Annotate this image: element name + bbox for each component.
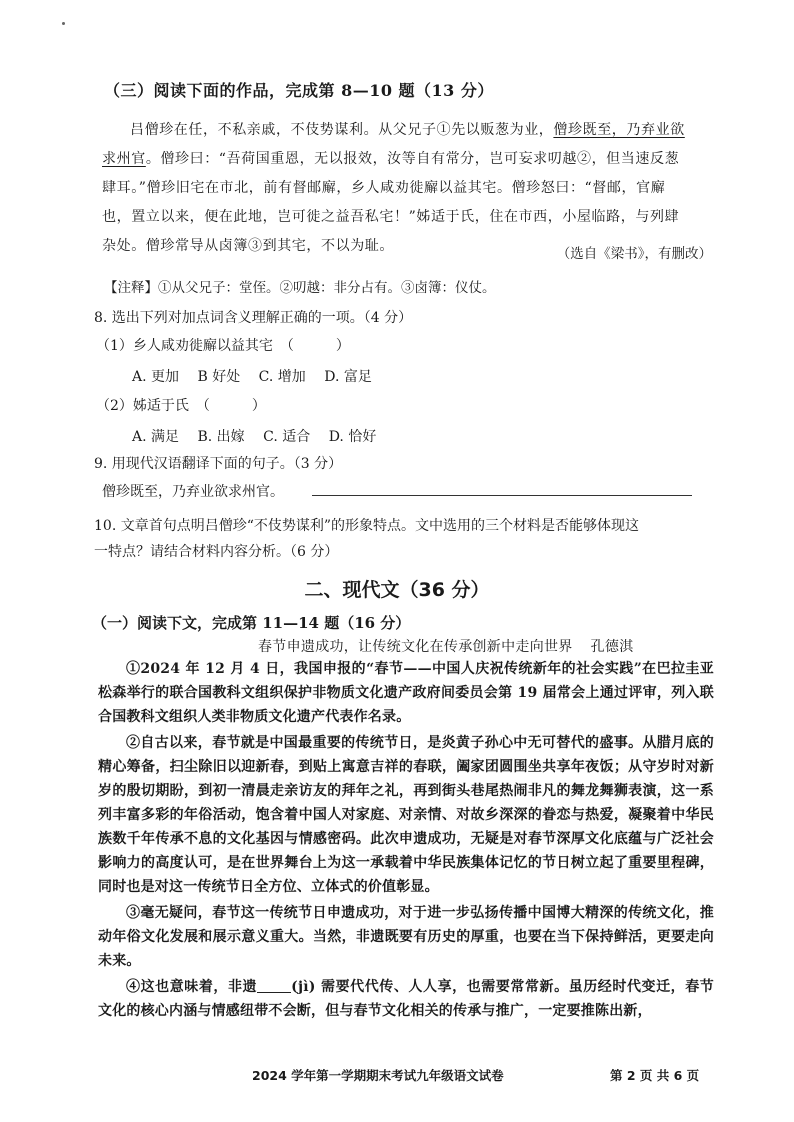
classical-line-2: 求州官。僧珍曰：“吾荷国重恩，无以报效，汝等自有常分，岂可妄求叨越②，但当速反葱 xyxy=(102,151,680,167)
sub-heading: （一）阅读下文，完成第 11—14 题（16 分） xyxy=(92,614,411,632)
option-a: A. 满足 xyxy=(132,429,180,445)
option-d: D. 恰好 xyxy=(328,429,377,445)
article-body xyxy=(98,657,714,1025)
classical-passage xyxy=(102,116,720,145)
option-d: D. 富足 xyxy=(324,369,372,385)
option-b: B. 出嫁 xyxy=(197,429,245,445)
article-author: 孔德淇 xyxy=(590,639,634,655)
classical-line-1: 吕僧珍在任，不私亲戚，不伎势谋利。从父兄子①先以贩葱为业，僧珍既至，乃弃业欲 xyxy=(130,122,685,138)
question-8-sub-1-options xyxy=(132,366,386,386)
source-citation: （选自《梁书》，有删改） xyxy=(556,246,712,262)
fill-in-blank[interactable] xyxy=(257,978,291,993)
scan-speck xyxy=(62,22,65,25)
question-8-stem: 8. 选出下列对加点词含义理解正确的一项。（4 分） xyxy=(94,310,413,326)
question-10-line-1: 10. 文章首句点明吕僧珍“不伎势谋利”的形象特点。文中选用的三个材料是否能够体现这 xyxy=(94,518,640,534)
classical-line-5: 杂处。僧珍常导从卤簿③到其宅，不以为耻。 xyxy=(102,238,394,254)
classical-line-3: 肆耳。”僧珍旧宅在市北，前有督邮廨，乡人咸劝徙廨以益其宅。僧珍怒曰：“督邮，官廨 xyxy=(102,180,666,196)
annotation-note: 【注释】①从父兄子：堂侄。②叨越：非分占有。③卤簿：仪仗。 xyxy=(104,280,496,296)
answer-line[interactable] xyxy=(312,494,692,496)
question-8-sub-2: （2）姊适于氏 （ ） xyxy=(96,398,266,414)
question-10-line-2: 一特点？请结合材料内容分析。（6 分） xyxy=(94,544,339,560)
underlined-sentence-end: 求州官 xyxy=(102,151,146,167)
part-title: 二、现代文（36 分） xyxy=(304,579,490,601)
paragraph-2: ②自古以来，春节就是中国最重要的传统节日，是炎黄子孙心中无可替代的盛事。从腊月底的精心筹备，扫尘除旧以迎新春，到贴上寓意吉祥的春联，阖家团圆围坐共享年夜饭；从守岁时对新岁的殷切期盼，到初一清晨走亲访友的拜年之礼，再到街头巷尾热闹非凡的舞龙舞狮表演，这一系列丰富多彩的年俗活动，饱含着中国人对家庭、对亲情、对故乡深深的眷恋与热爱，凝聚着中华民族数千年传承不息的文化基因与情感密码。此次申遗成功，无疑是对春节深厚文化底蕴与广泛社会影响力的高度认可，是在世界舞台上为这一承载着中华民族集体记忆的节日树立起了重要里程碑，同时也是对这一传统节日全方位、立体式的价值彰显。 xyxy=(98,735,714,895)
classical-line-2-wrap xyxy=(102,145,720,174)
option-c: C. 增加 xyxy=(258,369,306,385)
question-9-stem: 9. 用现代汉语翻译下面的句子。（3 分） xyxy=(94,456,343,472)
footer-page-number: 第 2 页 共 6 页 xyxy=(610,1068,700,1083)
article-title-text: 春节申遗成功，让传统文化在传承创新中走向世界 xyxy=(258,639,573,655)
classical-line-4: 也，置立以来，便在此地，岂可徙之益吾私宅！”姊适于氏，住在市西，小屋临路，与列肆 xyxy=(102,209,680,225)
underlined-sentence: 僧珍既至，乃弃业欲 xyxy=(553,122,685,138)
section-heading: （三）阅读下面的作品，完成第 8—10 题（13 分） xyxy=(104,81,494,100)
article-title xyxy=(258,636,634,656)
footer-exam-title: 2024 学年第一学期期末考试九年级语文试卷 xyxy=(252,1068,504,1083)
paragraph-1: ①2024 年 12 月 4 日，我国申报的“春节——中国人庆祝传统新年的社会实践”在巴拉圭亚松森举行的联合国教科文组织保护非物质文化遗产政府间委员会第 19 届常会上通过评审，列入联合国教科文组织人类非物质文化遗产代表作名录。 xyxy=(98,661,714,725)
paragraph-4: ④这也意味着，非遗 (jì) 需要代代传、人人享，也需要常常新。虽历经时代变迁，春节文化的核心内涵与情感纽带不会断，但与春节文化相关的传承与推广，一定要推陈出新， xyxy=(98,979,714,1019)
question-8-sub-2-options xyxy=(132,426,390,446)
question-9-sentence: 僧珍既至，乃弃业欲求州官。 xyxy=(102,484,284,500)
paragraph-3: ③毫无疑问，春节这一传统节日申遗成功，对于进一步弘扬传播中国博大精深的传统文化，推动年俗文化发展和展示意义重大。当然，非遗既要有历史的厚重，也要在当下保持鲜活，更要走向未来。 xyxy=(98,905,714,969)
option-b: B 好处 xyxy=(197,369,241,385)
option-c: C. 适合 xyxy=(263,429,311,445)
question-8-sub-1: （1）乡人咸劝徙廨以益其宅 （ ） xyxy=(96,338,350,354)
option-a: A. 更加 xyxy=(132,369,180,385)
